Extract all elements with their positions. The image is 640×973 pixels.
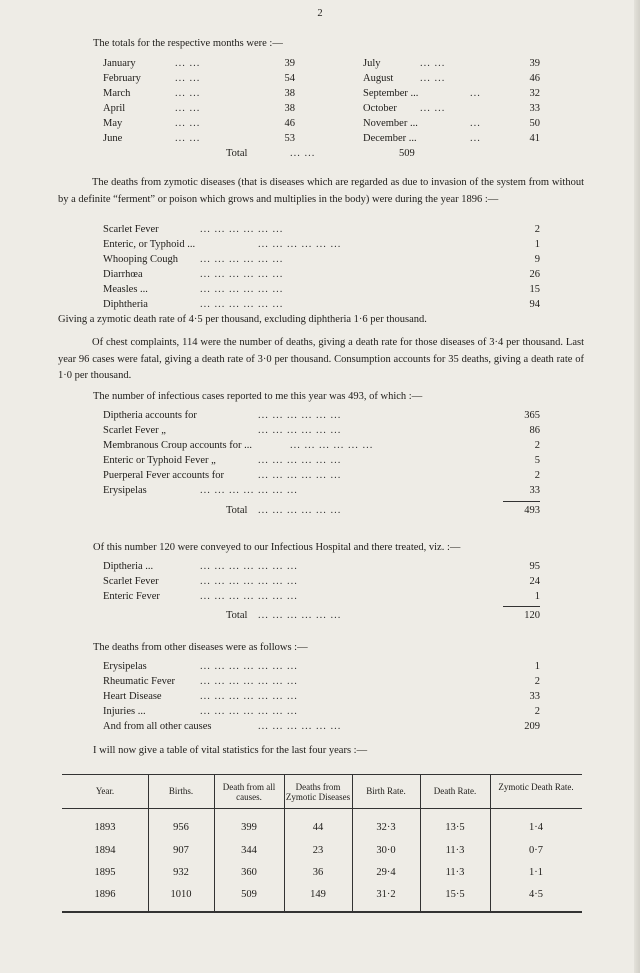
leader-dots: ... ...	[175, 133, 201, 144]
zymotic-intro: The deaths from zymotic diseases (that is diseases which are regarded as due to invasion of the system from without by a definite “ferment” or poison which grows and multiplies in the body) were during the year 1896 :—	[58, 177, 584, 205]
table-top-rule	[62, 774, 582, 775]
list-item-name: Diphtheria	[103, 299, 148, 310]
leader-dots: ... ...	[420, 73, 446, 84]
month-name: September ...	[363, 88, 419, 99]
table-cell: 11·3	[445, 845, 465, 856]
list-item-name: Whooping Cough	[103, 254, 178, 265]
sum-rule	[503, 501, 540, 502]
list-item-name: Diarrhœa	[103, 269, 143, 280]
list-item-name: Erysipelas	[103, 485, 147, 496]
month-name: February	[103, 73, 141, 84]
leader-dots: ... ... ... ... ... ... ...	[200, 691, 298, 702]
leader-dots: ... ...	[175, 58, 201, 69]
list-item-value: 2	[534, 706, 540, 717]
leader-dots: ... ... ... ... ... ... ...	[200, 576, 298, 587]
list-item-value: 1	[534, 591, 540, 602]
leader-dots: ...	[470, 133, 481, 144]
leader-dots: ... ...	[175, 73, 201, 84]
list-item-name: Measles ...	[103, 284, 148, 295]
list-item-value: 94	[529, 299, 540, 310]
month-value: 41	[529, 133, 540, 144]
months-intro: The totals for the respective months were :—	[93, 38, 283, 49]
leader-dots: ... ... ... ... ... ...	[258, 470, 342, 481]
leader-dots: ... ... ... ... ... ...	[258, 455, 342, 466]
column-header: Year.	[95, 786, 115, 796]
list-item-value: 86	[529, 425, 540, 436]
list-item-name: Diptheria ...	[103, 561, 154, 572]
other-diseases-intro: The deaths from other diseases were as follows :—	[93, 642, 308, 653]
list-item-name: Injuries ...	[103, 706, 146, 717]
table-cell: 956	[173, 822, 189, 833]
month-name: July	[363, 58, 381, 69]
list-item-value: 209	[524, 721, 540, 732]
month-value: 33	[529, 103, 540, 114]
page-number: 2	[317, 8, 323, 19]
leader-dots: ... ...	[175, 103, 201, 114]
month-name: October	[363, 103, 397, 114]
hospital-total-label: Total	[226, 610, 248, 621]
month-name: December ...	[363, 133, 417, 144]
list-item-value: 26	[529, 269, 540, 280]
list-item-name: Scarlet Fever „	[103, 425, 166, 436]
leader-dots: ... ... ... ... ... ...	[200, 254, 284, 265]
month-value: 54	[284, 73, 295, 84]
column-header: Death from all causes.	[222, 782, 276, 802]
months-total-label: Total	[226, 148, 248, 159]
month-name: November ...	[363, 118, 418, 129]
table-cell: 15·5	[445, 889, 465, 900]
table-cell: 399	[241, 822, 257, 833]
list-item-name: Heart Disease	[103, 691, 162, 702]
list-item-value: 365	[524, 410, 540, 421]
list-item-value: 5	[534, 455, 540, 466]
table-header-rule	[62, 808, 582, 809]
leader-dots: ... ... ... ... ... ...	[258, 239, 342, 250]
month-name: August	[363, 73, 394, 84]
table-cell: 509	[241, 889, 257, 900]
table-cell: 344	[241, 845, 257, 856]
leader-dots: ... ... ... ... ... ... ...	[200, 676, 298, 687]
list-item-name: Erysipelas	[103, 661, 147, 672]
table-cell: 1896	[94, 889, 116, 900]
list-item-value: 33	[529, 691, 540, 702]
list-item-value: 33	[529, 485, 540, 496]
month-value: 38	[284, 88, 295, 99]
month-name: March	[103, 88, 131, 99]
table-cell: 1895	[94, 867, 116, 878]
table-cell: 30·0	[376, 845, 396, 856]
list-item-value: 1	[534, 661, 540, 672]
leader-dots: ... ... ... ... ... ... ...	[200, 485, 298, 496]
leader-dots: ... ... ... ... ... ...	[258, 610, 342, 621]
hospital-intro: Of this number 120 were conveyed to our Infectious Hospital and there treated, viz. :—	[93, 542, 461, 553]
list-item-name: Enteric Fever	[103, 591, 160, 602]
month-value: 46	[284, 118, 295, 129]
month-value: 39	[529, 58, 540, 69]
sum-rule	[503, 606, 540, 607]
table-cell: 1010	[170, 889, 192, 900]
leader-dots: ... ... ... ... ... ... ...	[200, 591, 298, 602]
infectious-total-label: Total	[226, 505, 248, 516]
leader-dots: ... ... ... ... ... ...	[258, 721, 342, 732]
table-cell: 29·4	[376, 867, 396, 878]
column-header: Deaths from Zymotic Diseases	[285, 782, 351, 802]
column-header: Death Rate.	[433, 786, 477, 796]
months-total-value: 509	[399, 148, 415, 159]
month-value: 32	[529, 88, 540, 99]
chest-complaints-text: Of chest complaints, 114 were the number of deaths, giving a death rate for those diseases of 3·4 per thousand. Last year 96 cases were fatal, giving a death rate of 3·0 per thousand. Consumption accounts for 35 deaths, giving a death rate of 1·0 per thousand.	[58, 337, 584, 381]
leader-dots: ... ...	[420, 58, 446, 69]
leader-dots: ...	[470, 88, 481, 99]
list-item-name: Membranous Croup accounts for ...	[103, 440, 253, 451]
leader-dots: ...	[470, 118, 481, 129]
leader-dots: ... ... ... ... ... ...	[258, 425, 342, 436]
leader-dots: ... ...	[175, 88, 201, 99]
list-item-name: Enteric or Typhoid Fever „	[103, 455, 216, 466]
list-item-name: Scarlet Fever	[103, 576, 159, 587]
column-header: Births.	[168, 786, 194, 796]
month-value: 46	[529, 73, 540, 84]
leader-dots: ... ... ... ... ... ...	[200, 224, 284, 235]
leader-dots: ... ...	[175, 118, 201, 129]
leader-dots: ... ... ... ... ... ...	[258, 410, 342, 421]
column-header: Birth Rate.	[366, 786, 406, 796]
leader-dots: ... ... ... ... ... ...	[200, 299, 284, 310]
table-cell: 907	[173, 845, 189, 856]
table-cell: 360	[241, 867, 257, 878]
table-cell: 13·5	[445, 822, 465, 833]
list-item-value: 2	[534, 676, 540, 687]
month-name: May	[103, 118, 123, 129]
leader-dots: ... ... ... ... ... ... ...	[200, 706, 298, 717]
month-name: June	[103, 133, 123, 144]
month-name: April	[103, 103, 126, 114]
list-item-value: 2	[534, 440, 540, 451]
table-intro: I will now give a table of vital statistics for the last four years :—	[93, 745, 368, 756]
zymotic-rate-text: Giving a zymotic death rate of 4·5 per thousand, excluding diphtheria 1·6 per thousand.	[58, 314, 427, 325]
list-item-value: 2	[534, 470, 540, 481]
list-item-value: 2	[534, 224, 540, 235]
month-value: 50	[529, 118, 540, 129]
month-value: 39	[284, 58, 295, 69]
leader-dots: ... ... ... ... ... ... ...	[200, 661, 298, 672]
infectious-intro: The number of infectious cases reported to me this year was 493, of which :—	[93, 391, 423, 402]
list-item-name: Diptheria accounts for	[103, 410, 197, 421]
table-cell: 1·4	[529, 822, 543, 833]
leader-dots: ... ... ... ... ... ...	[258, 505, 342, 516]
leader-dots: ... ... ... ... ... ... ...	[200, 561, 298, 572]
month-value: 53	[284, 133, 295, 144]
leader-dots: ... ... ... ... ... ...	[200, 269, 284, 280]
table-cell: 11·3	[445, 867, 465, 878]
leader-dots: ... ... ... ... ... ...	[200, 284, 284, 295]
list-item-name: Enteric, or Typhoid ...	[103, 239, 196, 250]
list-item-value: 1	[534, 239, 540, 250]
table-cell: 31·2	[376, 889, 396, 900]
infectious-total-value: 493	[524, 505, 540, 516]
leader-dots: ... ... ... ... ... ...	[290, 440, 374, 451]
column-header: Zymotic Death Rate.	[498, 782, 574, 792]
page-edge-shadow	[634, 0, 640, 973]
list-item-value: 95	[529, 561, 540, 572]
table-cell: 44	[312, 822, 324, 833]
list-item-name: Puerperal Fever accounts for	[103, 470, 224, 481]
table-cell: 23	[312, 845, 324, 856]
table-cell: 4·5	[529, 889, 543, 900]
list-item-name: Rheumatic Fever	[103, 676, 176, 687]
table-cell: 932	[173, 867, 189, 878]
table-cell: 36	[312, 867, 324, 878]
table-cell: 1·1	[529, 867, 543, 878]
table-cell: 1893	[94, 822, 116, 833]
month-name: January	[103, 58, 136, 69]
table-cell: 0·7	[529, 845, 543, 856]
table-cell: 1894	[94, 845, 116, 856]
leader-dots: ... ...	[420, 103, 446, 114]
leader-dots: ... ...	[290, 148, 316, 159]
hospital-total-value: 120	[524, 610, 540, 621]
list-item-name: And from all other causes	[103, 721, 212, 732]
list-item-name: Scarlet Fever	[103, 224, 159, 235]
table-bottom-rule	[62, 911, 582, 913]
list-item-value: 15	[529, 284, 540, 295]
list-item-value: 24	[529, 576, 540, 587]
list-item-value: 9	[534, 254, 540, 265]
table-cell: 149	[310, 889, 326, 900]
month-value: 38	[284, 103, 295, 114]
table-cell: 32·3	[376, 822, 396, 833]
